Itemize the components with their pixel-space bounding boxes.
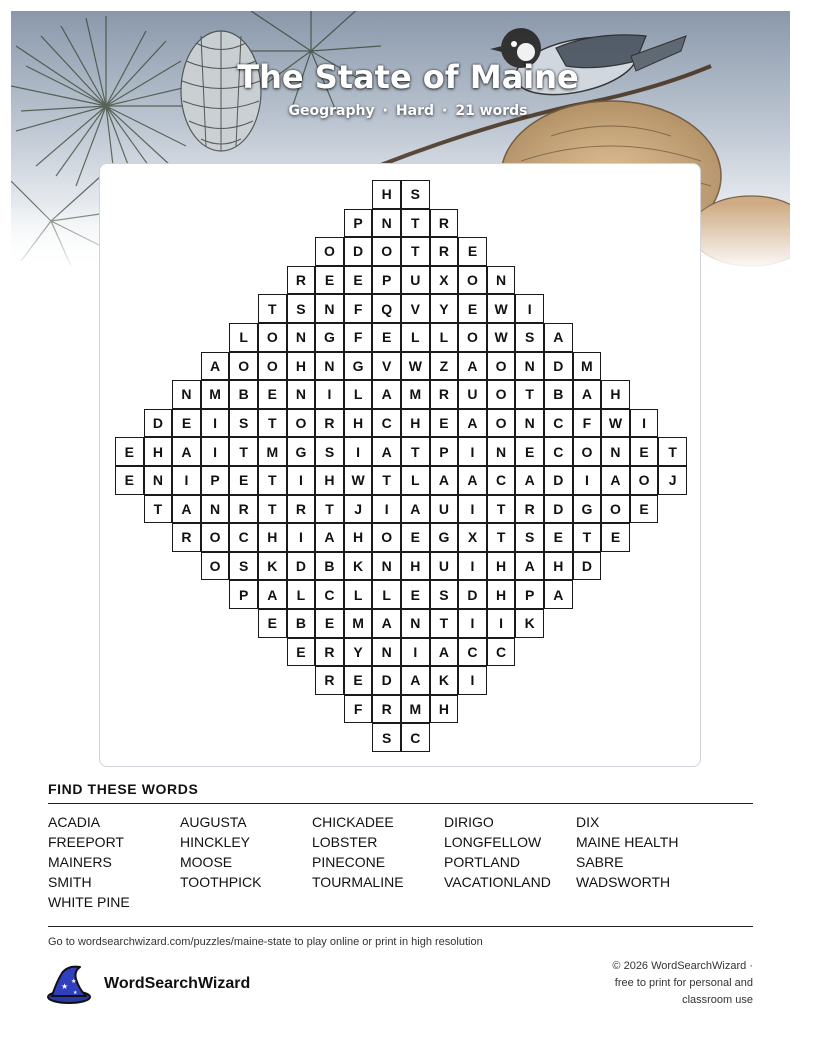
- grid-cell[interactable]: S: [430, 580, 459, 609]
- grid-cell[interactable]: R: [287, 495, 316, 524]
- word-item: AUGUSTA: [180, 814, 247, 830]
- grid-cell[interactable]: I: [573, 466, 602, 495]
- grid-cell[interactable]: C: [487, 466, 516, 495]
- grid-cell[interactable]: E: [115, 466, 144, 495]
- grid-cell[interactable]: T: [573, 523, 602, 552]
- grid-cell[interactable]: O: [258, 323, 287, 352]
- grid-cell[interactable]: S: [515, 523, 544, 552]
- grid-cell[interactable]: S: [229, 552, 258, 581]
- grid-cell[interactable]: R: [430, 380, 459, 409]
- grid-cell[interactable]: A: [601, 466, 630, 495]
- grid-cell[interactable]: D: [544, 352, 573, 381]
- grid-cell[interactable]: A: [573, 380, 602, 409]
- grid-cell[interactable]: U: [401, 266, 430, 295]
- grid-cell[interactable]: E: [172, 409, 201, 438]
- grid-cell[interactable]: N: [487, 437, 516, 466]
- grid-cell[interactable]: A: [430, 466, 459, 495]
- grid-cell[interactable]: Q: [372, 294, 401, 323]
- grid-cell[interactable]: C: [372, 409, 401, 438]
- grid-cell[interactable]: N: [487, 266, 516, 295]
- grid-cell[interactable]: N: [401, 609, 430, 638]
- grid-cell[interactable]: H: [144, 437, 173, 466]
- grid-cell[interactable]: H: [401, 552, 430, 581]
- grid-cell[interactable]: I: [487, 609, 516, 638]
- grid-cell[interactable]: E: [401, 523, 430, 552]
- grid-cell[interactable]: R: [315, 666, 344, 695]
- grid-cell[interactable]: P: [229, 580, 258, 609]
- puzzle-card: [99, 163, 701, 767]
- grid-cell[interactable]: O: [315, 237, 344, 266]
- grid-cell[interactable]: S: [229, 409, 258, 438]
- grid-cell[interactable]: I: [372, 495, 401, 524]
- grid-cell[interactable]: E: [601, 523, 630, 552]
- grid-cell[interactable]: N: [372, 209, 401, 238]
- grid-cell[interactable]: I: [458, 552, 487, 581]
- grid-cell[interactable]: T: [487, 523, 516, 552]
- word-item: DIX: [576, 814, 600, 830]
- grid-cell[interactable]: F: [573, 409, 602, 438]
- brand-name: WordSearchWizard: [104, 975, 251, 992]
- grid-cell[interactable]: X: [430, 266, 459, 295]
- grid-cell[interactable]: I: [630, 409, 659, 438]
- grid-cell[interactable]: M: [573, 352, 602, 381]
- grid-cell[interactable]: H: [258, 523, 287, 552]
- separator-dot: ·: [442, 103, 448, 119]
- grid-cell[interactable]: S: [287, 294, 316, 323]
- grid-cell[interactable]: E: [630, 437, 659, 466]
- grid-cell[interactable]: A: [172, 495, 201, 524]
- grid-cell[interactable]: A: [172, 437, 201, 466]
- grid-cell[interactable]: Z: [430, 352, 459, 381]
- grid-cell[interactable]: R: [287, 266, 316, 295]
- grid-cell[interactable]: G: [573, 495, 602, 524]
- grid-cell[interactable]: A: [258, 580, 287, 609]
- copyright-line: © 2026 WordSearchWizard ·: [612, 960, 753, 972]
- grid-cell[interactable]: A: [544, 323, 573, 352]
- grid-cell[interactable]: E: [287, 638, 316, 667]
- grid-cell[interactable]: K: [515, 609, 544, 638]
- divider: [48, 926, 753, 927]
- grid-cell[interactable]: T: [258, 294, 287, 323]
- grid-cell[interactable]: V: [401, 294, 430, 323]
- grid-cell[interactable]: E: [515, 437, 544, 466]
- grid-cell[interactable]: A: [515, 552, 544, 581]
- difficulty-label: Hard: [395, 103, 434, 119]
- grid-cell[interactable]: D: [544, 495, 573, 524]
- grid-cell[interactable]: M: [401, 380, 430, 409]
- grid-cell[interactable]: R: [430, 209, 459, 238]
- grid-cell[interactable]: O: [201, 523, 230, 552]
- grid-cell[interactable]: I: [344, 437, 373, 466]
- grid-cell[interactable]: H: [544, 552, 573, 581]
- grid-cell[interactable]: C: [458, 638, 487, 667]
- grid-cell[interactable]: N: [315, 352, 344, 381]
- grid-cell[interactable]: B: [315, 552, 344, 581]
- word-item: TOOTHPICK: [180, 874, 262, 890]
- grid-cell[interactable]: L: [287, 580, 316, 609]
- grid-cell[interactable]: N: [172, 380, 201, 409]
- grid-cell[interactable]: T: [372, 466, 401, 495]
- grid-cell[interactable]: N: [372, 638, 401, 667]
- word-item: LOBSTER: [312, 834, 378, 850]
- grid-cell[interactable]: E: [630, 495, 659, 524]
- grid-cell[interactable]: F: [344, 695, 373, 724]
- grid-cell[interactable]: D: [344, 237, 373, 266]
- grid-cell[interactable]: O: [258, 352, 287, 381]
- grid-cell[interactable]: A: [401, 666, 430, 695]
- grid-cell[interactable]: A: [458, 466, 487, 495]
- grid-cell[interactable]: B: [229, 380, 258, 409]
- word-item: DIRIGO: [444, 814, 494, 830]
- word-item: PORTLAND: [444, 854, 520, 870]
- grid-cell[interactable]: E: [344, 266, 373, 295]
- grid-cell[interactable]: D: [287, 552, 316, 581]
- grid-cell[interactable]: E: [315, 266, 344, 295]
- grid-cell[interactable]: L: [401, 323, 430, 352]
- grid-cell[interactable]: O: [229, 352, 258, 381]
- svg-text:★: ★: [73, 990, 78, 996]
- grid-cell[interactable]: I: [315, 380, 344, 409]
- grid-cell[interactable]: A: [372, 380, 401, 409]
- word-item: VACATIONLAND: [444, 874, 551, 890]
- grid-cell[interactable]: N: [287, 323, 316, 352]
- grid-cell[interactable]: O: [458, 266, 487, 295]
- grid-cell[interactable]: J: [658, 466, 687, 495]
- grid-cell[interactable]: E: [458, 294, 487, 323]
- word-item: TOURMALINE: [312, 874, 404, 890]
- grid-cell[interactable]: N: [315, 294, 344, 323]
- grid-cell[interactable]: E: [372, 323, 401, 352]
- grid-cell[interactable]: E: [315, 609, 344, 638]
- word-item: CHICKADEE: [312, 814, 394, 830]
- grid-cell[interactable]: C: [487, 638, 516, 667]
- grid-cell[interactable]: L: [229, 323, 258, 352]
- grid-cell[interactable]: R: [430, 237, 459, 266]
- grid-cell[interactable]: E: [544, 523, 573, 552]
- grid-cell[interactable]: B: [287, 609, 316, 638]
- grid-cell[interactable]: H: [487, 552, 516, 581]
- grid-cell[interactable]: T: [401, 209, 430, 238]
- grid-cell[interactable]: E: [258, 609, 287, 638]
- grid-cell[interactable]: N: [287, 380, 316, 409]
- word-item: MOOSE: [180, 854, 233, 870]
- grid-cell[interactable]: V: [372, 352, 401, 381]
- brand-logo: [46, 963, 250, 1005]
- grid-cell[interactable]: T: [258, 409, 287, 438]
- grid-cell[interactable]: H: [430, 695, 459, 724]
- grid-cell[interactable]: S: [401, 180, 430, 209]
- grid-cell[interactable]: M: [401, 695, 430, 724]
- word-item: LONGFELLOW: [444, 834, 542, 850]
- word-item: WHITE PINE: [48, 894, 130, 910]
- grid-cell[interactable]: P: [430, 437, 459, 466]
- grid-cell[interactable]: A: [458, 409, 487, 438]
- grid-cell[interactable]: E: [344, 666, 373, 695]
- grid-cell[interactable]: W: [601, 409, 630, 438]
- grid-cell[interactable]: T: [401, 437, 430, 466]
- grid-cell[interactable]: I: [287, 466, 316, 495]
- grid-cell[interactable]: E: [115, 437, 144, 466]
- grid-cell[interactable]: I: [515, 294, 544, 323]
- grid-cell[interactable]: B: [544, 380, 573, 409]
- grid-cell[interactable]: N: [515, 409, 544, 438]
- puzzle-title: The State of Maine: [237, 58, 579, 96]
- grid-cell[interactable]: J: [344, 495, 373, 524]
- grid-cell[interactable]: U: [430, 495, 459, 524]
- grid-cell[interactable]: G: [315, 323, 344, 352]
- grid-cell[interactable]: E: [401, 580, 430, 609]
- word-list-heading: FIND THESE WORDS: [48, 781, 199, 797]
- svg-text:★: ★: [71, 978, 77, 985]
- grid-cell[interactable]: M: [344, 609, 373, 638]
- grid-cell[interactable]: L: [430, 323, 459, 352]
- grid-cell[interactable]: Y: [430, 294, 459, 323]
- grid-cell[interactable]: H: [287, 352, 316, 381]
- grid-cell[interactable]: T: [487, 495, 516, 524]
- word-count-label: 21 words: [455, 103, 528, 119]
- copyright-notice: [553, 958, 753, 1009]
- grid-cell[interactable]: O: [458, 323, 487, 352]
- grid-cell[interactable]: O: [487, 352, 516, 381]
- grid-cell[interactable]: N: [372, 552, 401, 581]
- grid-cell[interactable]: N: [601, 437, 630, 466]
- word-item: FREEPORT: [48, 834, 124, 850]
- grid-cell[interactable]: T: [315, 495, 344, 524]
- grid-cell[interactable]: C: [544, 409, 573, 438]
- grid-cell[interactable]: R: [172, 523, 201, 552]
- grid-cell[interactable]: W: [401, 352, 430, 381]
- grid-cell[interactable]: W: [487, 294, 516, 323]
- grid-cell[interactable]: Y: [344, 638, 373, 667]
- grid-cell[interactable]: H: [315, 466, 344, 495]
- grid-cell[interactable]: C: [544, 437, 573, 466]
- grid-cell[interactable]: H: [372, 180, 401, 209]
- grid-cell[interactable]: I: [458, 495, 487, 524]
- grid-cell[interactable]: H: [601, 380, 630, 409]
- grid-cell[interactable]: T: [430, 609, 459, 638]
- grid-cell[interactable]: D: [573, 552, 602, 581]
- grid-cell[interactable]: P: [515, 580, 544, 609]
- grid-cell[interactable]: A: [315, 523, 344, 552]
- grid-cell[interactable]: O: [372, 237, 401, 266]
- grid-cell[interactable]: O: [372, 523, 401, 552]
- grid-cell[interactable]: D: [372, 666, 401, 695]
- grid-cell[interactable]: I: [401, 638, 430, 667]
- grid-cell[interactable]: C: [315, 580, 344, 609]
- grid-cell[interactable]: R: [315, 409, 344, 438]
- grid-cell[interactable]: A: [458, 352, 487, 381]
- grid-cell[interactable]: E: [430, 409, 459, 438]
- grid-cell[interactable]: C: [229, 523, 258, 552]
- grid-cell[interactable]: G: [287, 437, 316, 466]
- copyright-line: classroom use: [682, 994, 753, 1006]
- grid-cell[interactable]: N: [201, 495, 230, 524]
- grid-cell[interactable]: E: [458, 237, 487, 266]
- grid-cell[interactable]: R: [229, 495, 258, 524]
- grid-cell[interactable]: F: [344, 323, 373, 352]
- grid-cell[interactable]: D: [544, 466, 573, 495]
- category-label: Geography: [288, 103, 375, 119]
- word-item: HINCKLEY: [180, 834, 251, 850]
- grid-cell[interactable]: O: [201, 552, 230, 581]
- grid-cell[interactable]: P: [344, 209, 373, 238]
- grid-cell[interactable]: E: [258, 380, 287, 409]
- grid-cell[interactable]: T: [229, 437, 258, 466]
- word-list: [48, 812, 768, 912]
- copyright-line: free to print for personal and: [614, 977, 753, 989]
- grid-cell[interactable]: N: [515, 352, 544, 381]
- grid-cell[interactable]: H: [344, 523, 373, 552]
- grid-cell[interactable]: T: [258, 466, 287, 495]
- grid-cell[interactable]: T: [658, 437, 687, 466]
- grid-cell[interactable]: A: [372, 609, 401, 638]
- grid-cell[interactable]: I: [201, 409, 230, 438]
- grid-cell[interactable]: M: [201, 380, 230, 409]
- puzzle-meta: [0, 103, 816, 119]
- grid-cell[interactable]: W: [487, 323, 516, 352]
- divider: [48, 803, 753, 804]
- grid-cell[interactable]: O: [287, 409, 316, 438]
- grid-cell[interactable]: K: [430, 666, 459, 695]
- grid-cell[interactable]: M: [258, 437, 287, 466]
- grid-cell[interactable]: S: [515, 323, 544, 352]
- grid-cell[interactable]: O: [487, 380, 516, 409]
- grid-cell[interactable]: R: [372, 695, 401, 724]
- word-item: SABRE: [576, 854, 624, 870]
- grid-cell[interactable]: K: [344, 552, 373, 581]
- grid-cell[interactable]: O: [573, 437, 602, 466]
- grid-cell[interactable]: G: [430, 523, 459, 552]
- grid-cell[interactable]: W: [344, 466, 373, 495]
- grid-cell[interactable]: R: [315, 638, 344, 667]
- grid-cell[interactable]: A: [201, 352, 230, 381]
- grid-cell[interactable]: K: [258, 552, 287, 581]
- grid-cell[interactable]: L: [372, 580, 401, 609]
- grid-cell[interactable]: D: [458, 580, 487, 609]
- footer-link-text[interactable]: Go to wordsearchwizard.com/puzzles/maine-state to play online or print in high resolution: [48, 936, 483, 948]
- grid-cell[interactable]: A: [544, 580, 573, 609]
- grid-cell[interactable]: E: [229, 466, 258, 495]
- grid-cell[interactable]: F: [344, 294, 373, 323]
- grid-cell[interactable]: R: [515, 495, 544, 524]
- grid-cell[interactable]: O: [487, 409, 516, 438]
- grid-cell[interactable]: C: [401, 723, 430, 752]
- grid-cell[interactable]: T: [258, 495, 287, 524]
- grid-cell[interactable]: U: [458, 380, 487, 409]
- word-item: MAINERS: [48, 854, 112, 870]
- word-item: PINECONE: [312, 854, 386, 870]
- grid-cell[interactable]: L: [344, 380, 373, 409]
- grid-cell[interactable]: P: [372, 266, 401, 295]
- grid-cell[interactable]: H: [401, 409, 430, 438]
- grid-cell[interactable]: I: [458, 437, 487, 466]
- grid-cell[interactable]: A: [401, 495, 430, 524]
- grid-cell[interactable]: X: [458, 523, 487, 552]
- grid-cell[interactable]: P: [201, 466, 230, 495]
- grid-cell[interactable]: H: [487, 580, 516, 609]
- word-item: SMITH: [48, 874, 92, 890]
- grid-cell[interactable]: T: [144, 495, 173, 524]
- svg-text:★: ★: [61, 982, 69, 991]
- grid-cell[interactable]: A: [372, 437, 401, 466]
- grid-cell[interactable]: I: [458, 666, 487, 695]
- word-item: ACADIA: [48, 814, 101, 830]
- grid-cell[interactable]: L: [344, 580, 373, 609]
- grid-cell[interactable]: S: [372, 723, 401, 752]
- grid-cell[interactable]: I: [458, 609, 487, 638]
- grid-cell[interactable]: N: [144, 466, 173, 495]
- word-item: MAINE HEALTH: [576, 834, 679, 850]
- grid-cell[interactable]: S: [315, 437, 344, 466]
- grid-cell[interactable]: T: [515, 380, 544, 409]
- grid-cell[interactable]: A: [515, 466, 544, 495]
- grid-cell[interactable]: H: [344, 409, 373, 438]
- grid-cell[interactable]: G: [344, 352, 373, 381]
- grid-cell[interactable]: O: [601, 495, 630, 524]
- grid-cell[interactable]: I: [172, 466, 201, 495]
- grid-cell[interactable]: A: [430, 638, 459, 667]
- grid-cell[interactable]: T: [401, 237, 430, 266]
- grid-cell[interactable]: D: [144, 409, 173, 438]
- grid-cell[interactable]: I: [201, 437, 230, 466]
- grid-cell[interactable]: U: [430, 552, 459, 581]
- wizard-hat-icon: [46, 963, 92, 1005]
- word-item: WADSWORTH: [576, 874, 671, 890]
- separator-dot: ·: [382, 103, 388, 119]
- grid-cell[interactable]: O: [630, 466, 659, 495]
- grid-cell[interactable]: L: [401, 466, 430, 495]
- grid-cell[interactable]: I: [287, 523, 316, 552]
